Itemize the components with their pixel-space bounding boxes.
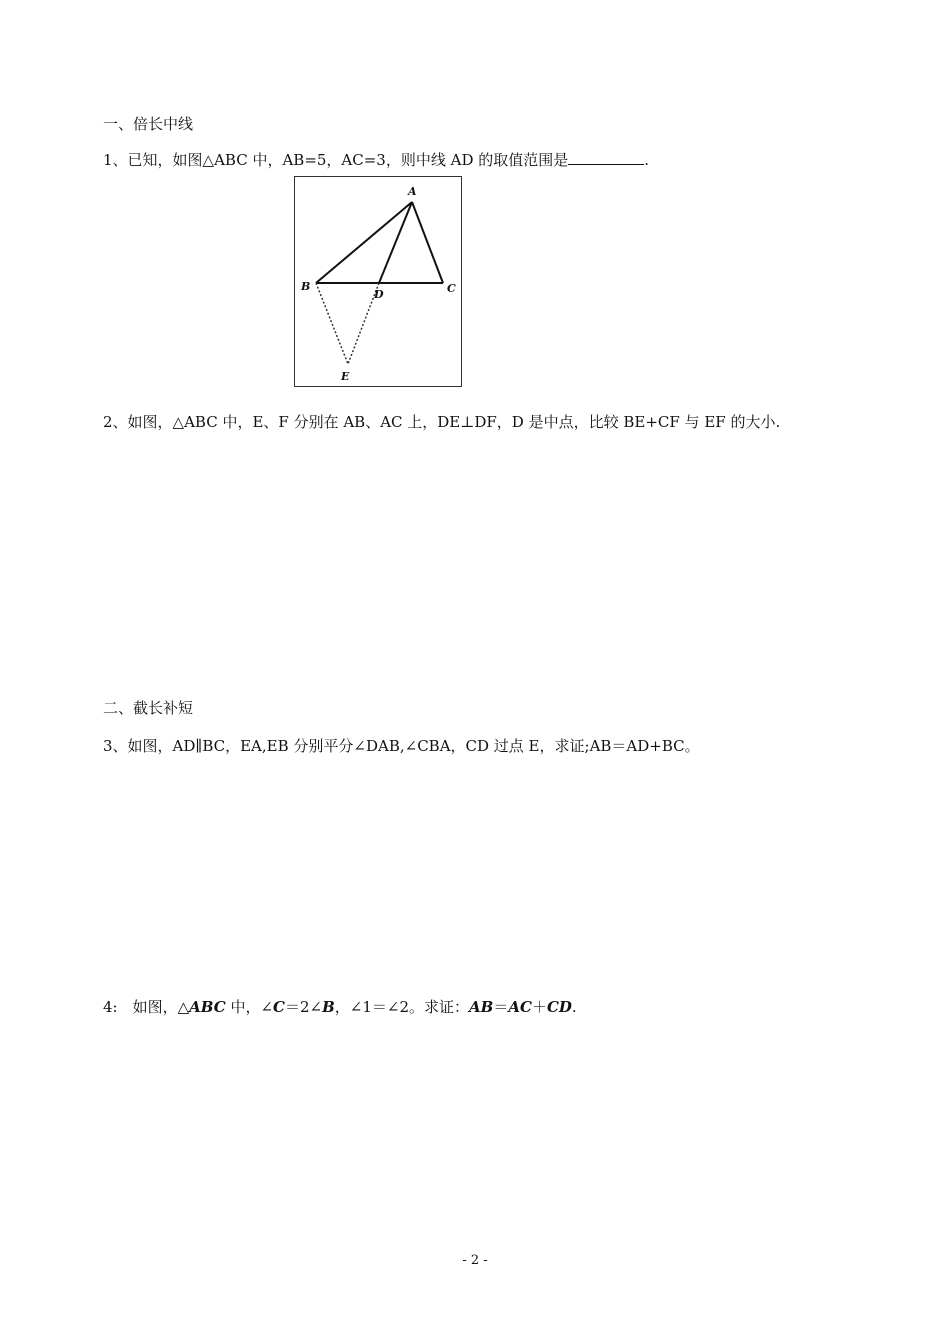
- q4-cd: CD: [546, 998, 572, 1016]
- q4-mid1: 中，∠: [225, 998, 274, 1016]
- triangle-diagram: [295, 177, 463, 388]
- label-c: C: [447, 282, 456, 295]
- question-3: 3、如图，AD∥BC，EA,EB 分别平分∠DAB,∠CBA，CD 过点 E，求证;AB＝AD+BC。: [103, 737, 700, 755]
- label-e: E: [341, 370, 350, 383]
- label-a: A: [408, 185, 417, 198]
- q4-mid2: ＝2∠: [284, 998, 323, 1016]
- figure-triangle-abc: [294, 176, 462, 387]
- question-1: [103, 149, 649, 170]
- q4-eq: ＝: [493, 998, 509, 1016]
- q4-ab: AB: [469, 998, 494, 1016]
- q4-end: .: [571, 998, 577, 1016]
- question-1-text: 1、已知，如图△ABC 中，AB=5，AC=3，则中线 AD 的取值范围是: [103, 151, 569, 169]
- question-4: [103, 996, 577, 1017]
- q4-ac: AC: [508, 998, 532, 1016]
- q4-prefix: 4: 如图，△: [103, 998, 190, 1016]
- q4-plus: ＋: [531, 998, 547, 1016]
- question-2: 2、如图，△ABC 中，E、F 分别在 AB、AC 上，DE⊥DF，D 是中点，比较 BE+CF 与 EF 的大小.: [103, 413, 781, 431]
- q4-mid3: ，∠1＝∠2。求证：: [334, 998, 470, 1016]
- q4-c: C: [273, 998, 285, 1016]
- segment-ac: [412, 202, 443, 283]
- segment-be-dotted: [316, 283, 348, 364]
- segment-ab: [316, 202, 412, 283]
- label-d: D: [374, 288, 384, 301]
- q4-b: B: [322, 998, 335, 1016]
- page-number: - 2 -: [462, 1253, 488, 1268]
- label-b: B: [301, 280, 311, 293]
- q4-abc: ABC: [189, 998, 226, 1016]
- section-heading-2: 二、截长补短: [103, 699, 194, 717]
- question-1-end: .: [644, 151, 650, 169]
- segment-ad: [379, 202, 412, 283]
- section-heading-1: 一、倍长中线: [103, 115, 194, 133]
- answer-blank[interactable]: [568, 150, 644, 165]
